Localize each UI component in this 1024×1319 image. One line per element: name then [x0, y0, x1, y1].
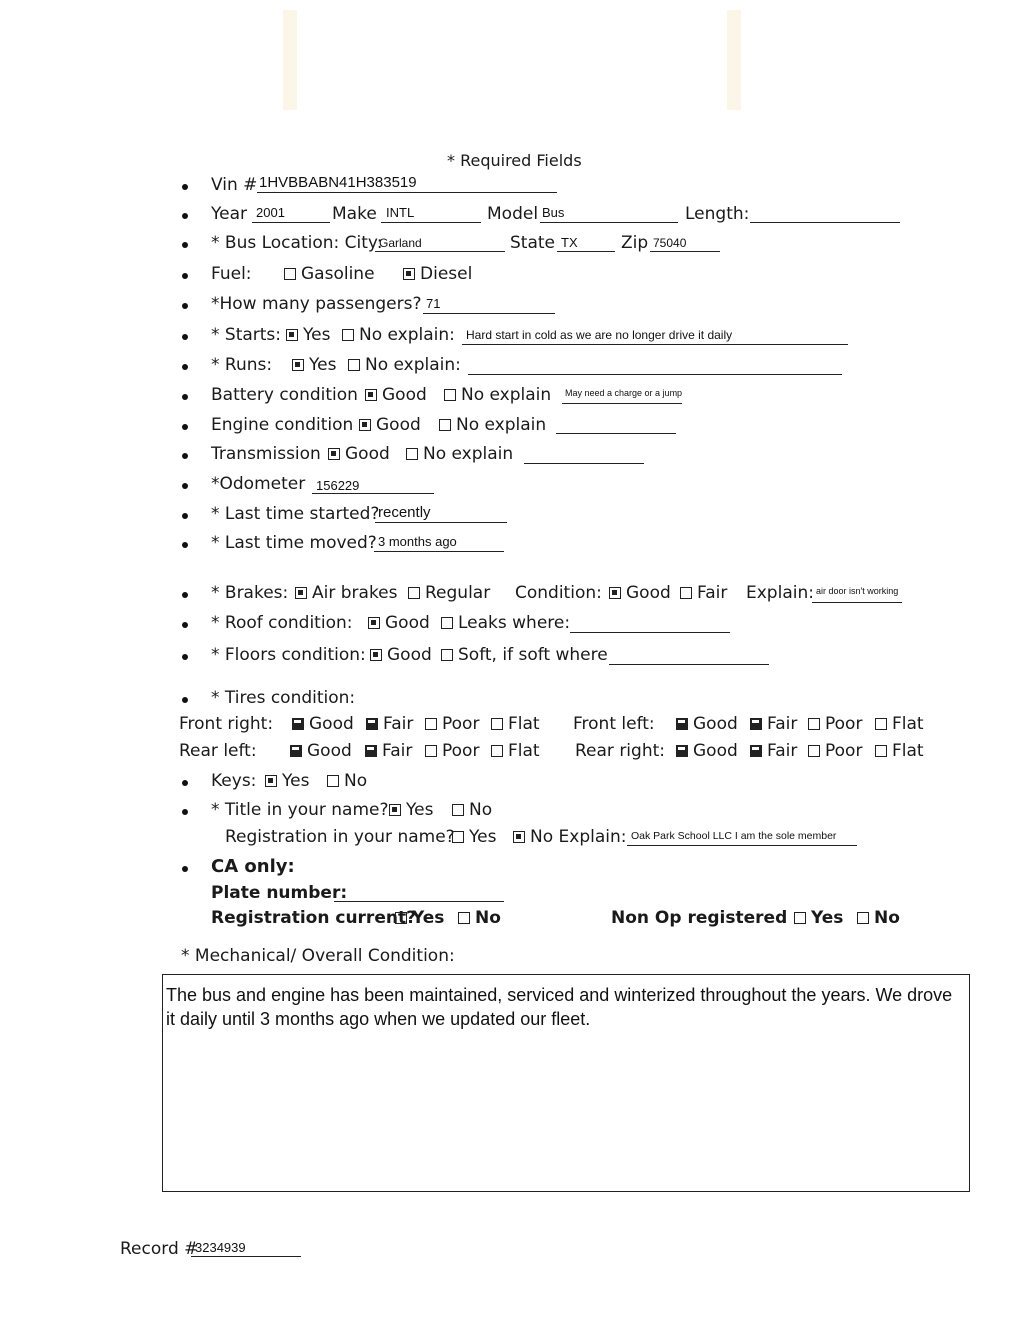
checked-checkbox-icon	[403, 268, 415, 280]
tire-fair-label: Fair	[767, 714, 798, 734]
bullet	[182, 654, 188, 660]
registration-explain-field[interactable]	[627, 845, 857, 846]
ca-no-label: No	[874, 908, 900, 928]
tire-rear-right-flat[interactable]	[875, 741, 924, 761]
checkbox-icon	[794, 912, 806, 924]
engine-no-label: No explain	[456, 415, 547, 435]
checkbox-icon	[348, 359, 360, 371]
tire-front-left-label: Front left:	[573, 714, 655, 734]
tire-front-right-label: Front right:	[179, 714, 274, 734]
runs-explain-field[interactable]	[468, 374, 842, 375]
make-value: INTL	[386, 205, 415, 220]
brakes-explain-value: air door isn't working	[816, 586, 899, 596]
checkbox-icon	[342, 329, 354, 341]
checkbox-icon	[439, 419, 451, 431]
tire-rear-left-good[interactable]	[290, 741, 352, 761]
length-field[interactable]	[750, 222, 900, 223]
state-label: State	[510, 233, 555, 253]
year-value: 2001	[256, 205, 285, 220]
last-started-value: recently	[378, 504, 431, 521]
passengers-value: 71	[426, 296, 441, 311]
floors-good-label: Good	[387, 645, 432, 665]
bullet	[182, 184, 188, 190]
tire-rear-left-label: Rear left:	[179, 741, 257, 761]
odometer-label: *Odometer	[211, 474, 306, 494]
starts-explain-field[interactable]	[462, 344, 848, 345]
make-field[interactable]	[381, 222, 481, 223]
transmission-no-label: No explain	[423, 444, 514, 464]
checkbox-icon	[808, 745, 820, 757]
checked-checkbox-icon	[365, 389, 377, 401]
runs-no-label: No explain:	[365, 355, 461, 375]
checked-checkbox-icon	[368, 617, 380, 629]
title-no-label: No	[469, 800, 493, 820]
brakes-explain-label: Explain:	[746, 583, 814, 603]
state-value: TX	[561, 235, 578, 250]
title-label: * Title in your name?	[211, 800, 389, 820]
last-moved-field[interactable]	[374, 551, 504, 552]
plate-number-field[interactable]	[334, 901, 504, 902]
roof-good-option[interactable]	[368, 613, 430, 633]
checkbox-icon	[406, 448, 418, 460]
checkbox-icon	[444, 389, 456, 401]
tire-fair-label: Fair	[383, 714, 414, 734]
checkbox-icon	[395, 912, 407, 924]
registration-explain-value: Oak Park School LLC I am the sole member	[631, 830, 837, 842]
roof-good-label: Good	[385, 613, 430, 633]
tire-flat-label: Flat	[892, 714, 924, 734]
checked-checkbox-icon	[286, 329, 298, 341]
zip-field[interactable]	[650, 251, 720, 252]
checkbox-icon	[491, 718, 503, 730]
mechanical-condition-text: The bus and engine has been maintained, serviced and winterized throughout the years. We drove it daily until 3 months ago when we updated our fleet.	[166, 985, 953, 1029]
keys-yes-option[interactable]	[265, 771, 309, 791]
tire-front-left-poor[interactable]	[808, 714, 862, 734]
engine-explain-field[interactable]	[556, 433, 676, 434]
nonop-yes[interactable]	[794, 908, 843, 928]
last-moved-value: 3 months ago	[378, 534, 457, 549]
tire-flat-label: Flat	[508, 714, 540, 734]
registration-no-label: No Explain:	[530, 827, 627, 847]
model-value: Bus	[542, 205, 565, 220]
city-field[interactable]	[375, 251, 505, 252]
checked-checkbox-icon	[359, 419, 371, 431]
tire-front-right-flat[interactable]	[491, 714, 540, 734]
bullet	[182, 866, 188, 872]
fuel-gasoline-label: Gasoline	[301, 264, 375, 284]
checkbox-icon	[441, 649, 453, 661]
battery-good-option[interactable]	[365, 385, 427, 405]
length-label: Length:	[685, 204, 750, 224]
engine-good-label: Good	[376, 415, 421, 435]
filled-checkbox-icon	[292, 718, 304, 730]
brakes-regular-label: Regular	[425, 583, 491, 603]
tire-poor-label: Poor	[442, 714, 480, 734]
brakes-fair-label: Fair	[697, 583, 728, 603]
checkbox-icon	[441, 617, 453, 629]
checkbox-icon	[452, 804, 464, 816]
bullet	[182, 213, 188, 219]
brakes-good-label: Good	[626, 583, 671, 603]
checkbox-icon	[458, 912, 470, 924]
checkbox-icon	[284, 268, 296, 280]
checkbox-icon	[857, 912, 869, 924]
tire-rear-right-poor[interactable]	[808, 741, 862, 761]
registration-yes-label: Yes	[469, 827, 497, 847]
starts-no-label: No explain:	[359, 325, 455, 345]
tire-front-left-flat[interactable]	[875, 714, 924, 734]
filled-checkbox-icon	[365, 745, 377, 757]
model-field[interactable]	[540, 222, 678, 223]
brakes-explain-field[interactable]	[812, 602, 902, 603]
bullet	[182, 273, 188, 279]
bullet	[182, 780, 188, 786]
tire-poor-label: Poor	[442, 741, 480, 761]
vin-field[interactable]	[257, 192, 557, 193]
roof-leaks-field[interactable]	[570, 632, 730, 633]
plate-number-label: Plate number:	[211, 883, 348, 903]
checked-checkbox-icon	[292, 359, 304, 371]
checkbox-icon	[808, 718, 820, 730]
checkbox-icon	[875, 745, 887, 757]
starts-no-option[interactable]	[342, 325, 455, 345]
bullet	[182, 424, 188, 430]
runs-label: * Runs:	[211, 355, 273, 375]
registration-yes-option[interactable]	[452, 827, 496, 847]
fuel-label: Fuel:	[211, 264, 252, 284]
tire-rear-left-poor[interactable]	[425, 741, 479, 761]
filled-checkbox-icon	[366, 718, 378, 730]
tire-good-label: Good	[693, 714, 738, 734]
brakes-regular-option[interactable]	[408, 583, 490, 603]
tire-poor-label: Poor	[825, 714, 863, 734]
tire-front-right-fair[interactable]	[366, 714, 413, 734]
checkbox-icon	[408, 587, 420, 599]
brakes-air-option[interactable]	[295, 583, 398, 603]
last-started-label: * Last time started?	[211, 504, 380, 524]
model-label: Model	[487, 204, 539, 224]
bullet	[182, 592, 188, 598]
roof-label: * Roof condition:	[211, 613, 353, 633]
bullet	[182, 334, 188, 340]
tire-poor-label: Poor	[825, 741, 863, 761]
tire-front-left-fair[interactable]	[750, 714, 797, 734]
title-no-option[interactable]	[452, 800, 492, 820]
tire-front-right-poor[interactable]	[425, 714, 479, 734]
location-label: * Bus Location: City:	[211, 233, 383, 253]
title-yes-label: Yes	[406, 800, 434, 820]
filled-checkbox-icon	[750, 718, 762, 730]
fuel-diesel-option[interactable]	[403, 264, 472, 284]
bullet	[182, 809, 188, 815]
vin-value: 1HVBBABN41H383519	[259, 174, 417, 191]
registration-current-yes[interactable]	[395, 908, 444, 928]
checkbox-icon	[425, 718, 437, 730]
brakes-good-option[interactable]	[609, 583, 671, 603]
ca-yes-label: Yes	[811, 908, 844, 928]
registration-label: Registration in your name?	[225, 827, 455, 847]
fuel-gasoline-option[interactable]	[284, 264, 375, 284]
odometer-field[interactable]	[312, 493, 434, 494]
battery-label: Battery condition	[211, 385, 358, 405]
zip-value: 75040	[653, 236, 687, 250]
roof-leaks-label: Leaks where:	[458, 613, 571, 633]
filled-checkbox-icon	[676, 718, 688, 730]
ca-no-label: No	[475, 908, 501, 928]
checkbox-icon	[425, 745, 437, 757]
year-field[interactable]	[252, 222, 330, 223]
title-yes-option[interactable]	[389, 800, 433, 820]
transmission-good-option[interactable]	[328, 444, 390, 464]
filled-checkbox-icon	[290, 745, 302, 757]
brakes-label: * Brakes:	[211, 583, 289, 603]
year-label: Year	[211, 204, 247, 224]
bullet	[182, 242, 188, 248]
nonop-no[interactable]	[857, 908, 900, 928]
transmission-no-option[interactable]	[406, 444, 513, 464]
zip-label: Zip	[621, 233, 649, 253]
vin-label: Vin #	[211, 175, 258, 195]
starts-yes-label: Yes	[303, 325, 331, 345]
keys-no-option[interactable]	[327, 771, 367, 791]
battery-explain-field[interactable]	[562, 403, 682, 404]
tire-good-label: Good	[693, 741, 738, 761]
keys-no-label: No	[344, 771, 368, 791]
ca-yes-label: Yes	[412, 908, 445, 928]
tire-rear-left-fair[interactable]	[365, 741, 412, 761]
checked-checkbox-icon	[609, 587, 621, 599]
engine-no-option[interactable]	[439, 415, 546, 435]
floors-good-option[interactable]	[370, 645, 432, 665]
runs-yes-label: Yes	[309, 355, 337, 375]
transmission-good-label: Good	[345, 444, 390, 464]
state-field[interactable]	[557, 251, 615, 252]
tire-flat-label: Flat	[508, 741, 540, 761]
tire-rear-right-label: Rear right:	[575, 741, 665, 761]
ca-only-heading: CA only:	[211, 856, 295, 877]
bullet	[182, 303, 188, 309]
checked-checkbox-icon	[265, 775, 277, 787]
tires-label: * Tires condition:	[211, 688, 356, 708]
runs-no-option[interactable]	[348, 355, 461, 375]
tire-good-label: Good	[309, 714, 354, 734]
engine-good-option[interactable]	[359, 415, 421, 435]
checked-checkbox-icon	[295, 587, 307, 599]
checked-checkbox-icon	[513, 831, 525, 843]
last-moved-label: * Last time moved?	[211, 533, 377, 553]
tire-flat-label: Flat	[892, 741, 924, 761]
battery-no-label: No explain	[461, 385, 552, 405]
checked-checkbox-icon	[328, 448, 340, 460]
fuel-diesel-label: Diesel	[420, 264, 473, 284]
tire-fair-label: Fair	[767, 741, 798, 761]
keys-label: Keys:	[211, 771, 257, 791]
bullet	[182, 542, 188, 548]
checkbox-icon	[875, 718, 887, 730]
passengers-field[interactable]	[423, 313, 555, 314]
make-label: Make	[332, 204, 377, 224]
tire-fair-label: Fair	[382, 741, 413, 761]
registration-current-label: Registration current?	[211, 908, 416, 928]
tire-rear-left-flat[interactable]	[491, 741, 540, 761]
checkbox-icon	[327, 775, 339, 787]
checkbox-icon	[491, 745, 503, 757]
registration-no-option[interactable]	[513, 827, 626, 847]
record-value: 3234939	[195, 1240, 246, 1255]
keys-yes-label: Yes	[282, 771, 310, 791]
tire-front-right-good[interactable]	[292, 714, 354, 734]
starts-explain-value: Hard start in cold as we are no longer drive it daily	[466, 328, 733, 342]
tire-rear-right-good[interactable]	[676, 741, 738, 761]
filled-checkbox-icon	[750, 745, 762, 757]
bullet	[182, 622, 188, 628]
floors-soft-label: Soft, if soft where	[458, 645, 608, 665]
floors-soft-option[interactable]	[441, 645, 608, 665]
bullet	[182, 513, 188, 519]
last-started-field[interactable]	[375, 522, 507, 523]
mechanical-label: * Mechanical/ Overall Condition:	[181, 946, 455, 966]
roof-leaks-option[interactable]	[441, 613, 570, 633]
checkbox-icon	[680, 587, 692, 599]
bullet	[182, 364, 188, 370]
brakes-fair-option[interactable]	[680, 583, 727, 603]
passengers-label: *How many passengers?	[211, 294, 422, 314]
checkbox-icon	[452, 831, 464, 843]
tire-rear-right-fair[interactable]	[750, 741, 797, 761]
engine-label: Engine condition	[211, 415, 354, 435]
transmission-label: Transmission	[211, 444, 321, 464]
required-fields-note: * Required Fields	[447, 151, 582, 170]
nonop-label: Non Op registered	[611, 908, 788, 928]
bullet	[182, 697, 188, 703]
odometer-value: 156229	[316, 478, 360, 493]
floors-label: * Floors condition:	[211, 645, 366, 665]
checked-checkbox-icon	[370, 649, 382, 661]
record-field[interactable]	[191, 1256, 301, 1257]
record-label: Record #	[120, 1239, 199, 1259]
battery-good-label: Good	[382, 385, 427, 405]
city-value: Garland	[379, 236, 422, 250]
filled-checkbox-icon	[676, 745, 688, 757]
starts-label: * Starts:	[211, 325, 282, 345]
checked-checkbox-icon	[389, 804, 401, 816]
bullet	[182, 483, 188, 489]
brakes-air-label: Air brakes	[312, 583, 398, 603]
starts-yes-option[interactable]	[286, 325, 330, 345]
bullet	[182, 453, 188, 459]
runs-yes-option[interactable]	[292, 355, 336, 375]
transmission-explain-field[interactable]	[524, 463, 644, 464]
bullet	[182, 394, 188, 400]
tire-front-left-good[interactable]	[676, 714, 738, 734]
brakes-condition-label: Condition:	[515, 583, 602, 603]
tire-good-label: Good	[307, 741, 352, 761]
battery-explain-value: May need a charge or a jump	[565, 388, 683, 398]
battery-no-option[interactable]	[444, 385, 551, 405]
mechanical-condition-box[interactable]	[162, 974, 970, 1192]
registration-current-no[interactable]	[458, 908, 501, 928]
floors-soft-field[interactable]	[609, 664, 769, 665]
